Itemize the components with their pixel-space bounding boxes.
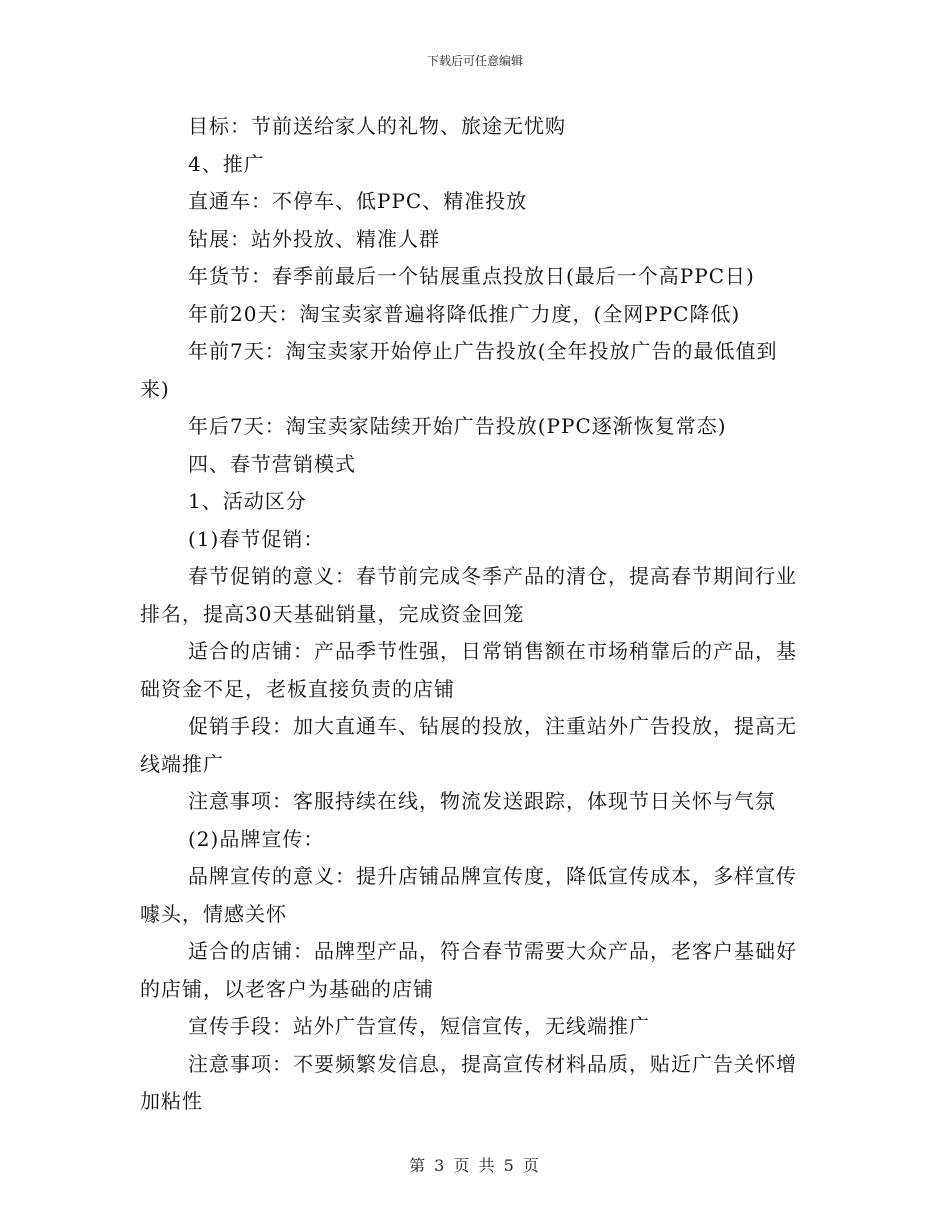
paragraph-through-train: 直通车：不停车、低PPC、精准投放: [188, 189, 528, 213]
document-body: [140, 108, 805, 1121]
paragraph-promotion-notes: 注意事项：客服持续在线，物流发送跟踪，体现节日关怀与气氛: [188, 789, 776, 813]
paragraph-brand-meaning: 品牌宣传的意义：提升店铺品牌宣传度，降低宣传成本，多样宣传噱头，情感关怀: [140, 864, 797, 926]
paragraph-7-days-after: 年后7天：淘宝卖家陆续开始广告投放(PPC逐渐恢复常态): [188, 414, 727, 438]
paragraph-new-year-festival: 年货节：春季前最后一个钻展重点投放日(最后一个高PPC日): [188, 264, 755, 288]
paragraph-diamond-booth: 钻展：站外投放、精准人群: [188, 226, 440, 251]
paragraph-brand-suitable-stores: 适合的店铺：品牌型产品，符合春节需要大众产品，老客户基础好的店铺，以老客户为基础的店铺: [140, 939, 797, 1001]
paragraph-section-marketing-modes: 四、春节营销模式: [188, 451, 356, 476]
paragraph-promotion-suitable-stores: 适合的店铺：产品季节性强，日常销售额在市场稍靠后的产品，基础资金不足，老板直接负责的店铺: [140, 639, 797, 701]
paragraph-brand-notes: 注意事项：不要频繁发信息，提高宣传材料品质，贴近广告关怀增加粘性: [140, 1051, 797, 1113]
paragraph-activity-distinction: 1、活动区分: [188, 489, 307, 513]
paragraph-promotion-means: 促销手段：加大直通车、钻展的投放，注重站外广告投放，提高无线端推广: [140, 714, 797, 776]
paragraph-section-promotion: 4、推广: [188, 151, 265, 176]
paragraph-spring-promotion: (1)春节促销：: [188, 526, 325, 551]
paragraph-goal: 目标：节前送给家人的礼物、旅途无忧购: [188, 114, 566, 138]
page-header: 下载后可任意编辑: [426, 54, 523, 68]
paragraph-20-days-before: 年前20天：淘宝卖家普遍将降低推广力度，(全网PPC降低): [188, 301, 741, 326]
paragraph-promotion-meaning: 春节促销的意义：春节前完成冬季产品的清仓，提高春节期间行业排名，提高30天基础销量，完成资金回笼: [140, 564, 797, 626]
paragraph-brand-means: 宣传手段：站外广告宣传，短信宣传，无线端推广: [188, 1014, 650, 1038]
paragraph-7-days-before: 年前7天：淘宝卖家开始停止广告投放(全年投放广告的最低值到来): [140, 339, 778, 401]
paragraph-brand-promotion: (2)品牌宣传：: [188, 826, 325, 851]
page-number: 第 3 页 共 5 页: [409, 1156, 541, 1175]
